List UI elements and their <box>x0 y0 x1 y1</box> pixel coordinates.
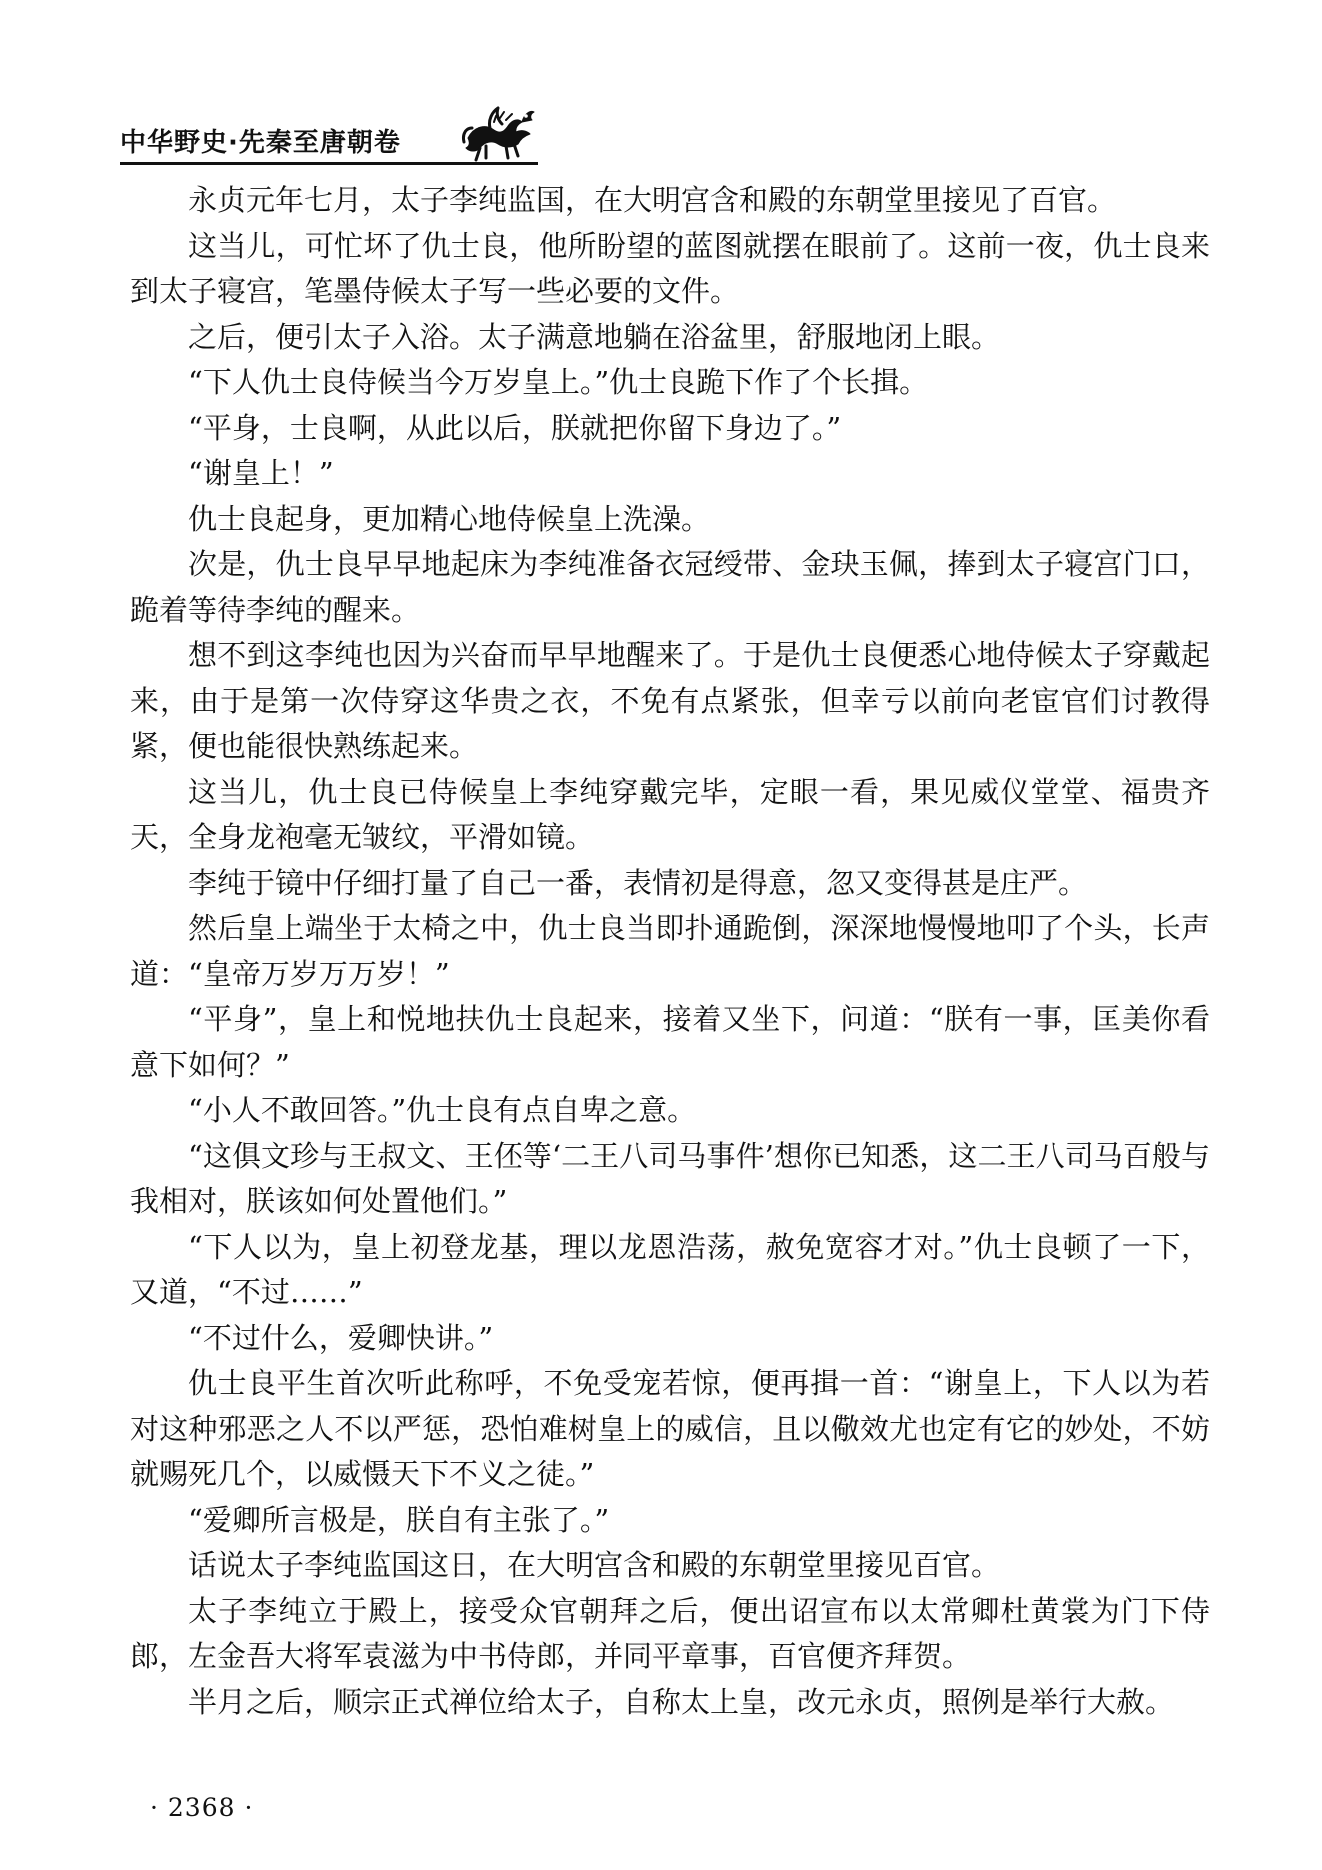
paragraph: “下人仇士良侍候当今万岁皇上。”仇士良跪下作了个长揖。 <box>188 365 929 399</box>
paragraph: 永贞元年七月，太子李纯监国，在大明宫含和殿的东朝堂里接见了百官。 <box>188 183 1117 217</box>
paragraph: 仇士良起身，更加精心地侍候皇上洗澡。 <box>188 501 711 536</box>
paragraph: 半月之后，顺宗正式禅位给太子，自称太上皇，改元永贞，照例是举行大赦。 <box>188 1684 1175 1719</box>
paragraph: 次是，仇士良早早地起床为李纯准备衣冠绶带、金玦玉佩，捧到太子寝宫门口，跪着等待李纯的醒来。 <box>130 547 1210 627</box>
paragraph: 想不到这李纯也因为兴奋而早早地醒来了。于是仇士良便悉心地侍候太子穿戴起来，由于是第一次侍穿这华贵之衣，不免有点紧张，但幸亏以前向老宦官们讨教得紧，便也能很快熟练起来。 <box>130 638 1210 763</box>
paragraph: 这当儿，仇士良已侍候皇上李纯穿戴完毕，定眼一看，果见威仪堂堂、福贵齐天，全身龙袍毫无皱纹，平滑如镜。 <box>130 774 1210 854</box>
paragraph: 仇士良平生首次听此称呼，不免受宠若惊，便再揖一首：“谢皇上，下人以为若对这种邪恶之人不以严惩，恐怕难树皇上的威信，且以儆效尤也定有它的妙处，不妨就赐死几个，以威慑天下不义之徒。” <box>130 1366 1210 1491</box>
paragraph: “爱卿所言极是，朕自有主张了。” <box>188 1502 610 1537</box>
paragraph: 太子李纯立于殿上，接受众官朝拜之后，便出诏宣布以太常卿杜黄裳为门下侍郎，左金吾大将军袁滋为中书侍郎，并同平章事，百官便齐拜贺。 <box>130 1593 1210 1673</box>
paragraph: “小人不敢回答。”仇士良有点自卑之意。 <box>188 1093 697 1127</box>
paragraph: 之后，便引太子入浴。太子满意地躺在浴盆里，舒服地闭上眼。 <box>188 319 1001 354</box>
paragraph: “这俱文珍与王叔文、王伾等‘二王八司马事件’想你已知悉，这二王八司马百般与我相对，朕该如何处置他们。” <box>130 1138 1210 1218</box>
book-title: 中华野史·先秦至唐朝卷 <box>120 128 401 158</box>
body-text <box>130 178 1210 1725</box>
paragraph: 话说太子李纯监国这日，在大明宫含和殿的东朝堂里接见百官。 <box>188 1548 1001 1582</box>
paragraph: 然后皇上端坐于太椅之中，仇士良当即扑通跪倒，深深地慢慢地叩了个头，长声道：“皇帝万岁万万岁！” <box>130 911 1210 991</box>
page-number: · 2368 · <box>150 1793 254 1822</box>
paragraph: “平身，士良啊，从此以后，朕就把你留下身边了。” <box>188 410 842 445</box>
paragraph: 这当儿，可忙坏了仇士良，他所盼望的蓝图就摆在眼前了。这前一夜，仇士良来到太子寝宫，笔墨侍候太子写一些必要的文件。 <box>130 228 1210 308</box>
paragraph: “下人以为，皇上初登龙基，理以龙恩浩荡，赦免宽容才对。”仇士良顿了一下，又道，“不过……” <box>130 1229 1210 1309</box>
paragraph: “谢皇上！” <box>188 456 334 490</box>
paragraph: “平身”，皇上和悦地扶仇士良起来，接着又坐下，问道：“朕有一事，匡美你看意下如何？” <box>130 1002 1210 1082</box>
paragraph: 李纯于镜中仔细打量了自己一番，表情初是得意，忽又变得甚是庄严。 <box>188 865 1088 900</box>
dragon-icon <box>460 98 538 164</box>
paragraph: “不过什么，爱卿快讲。” <box>188 1320 494 1355</box>
